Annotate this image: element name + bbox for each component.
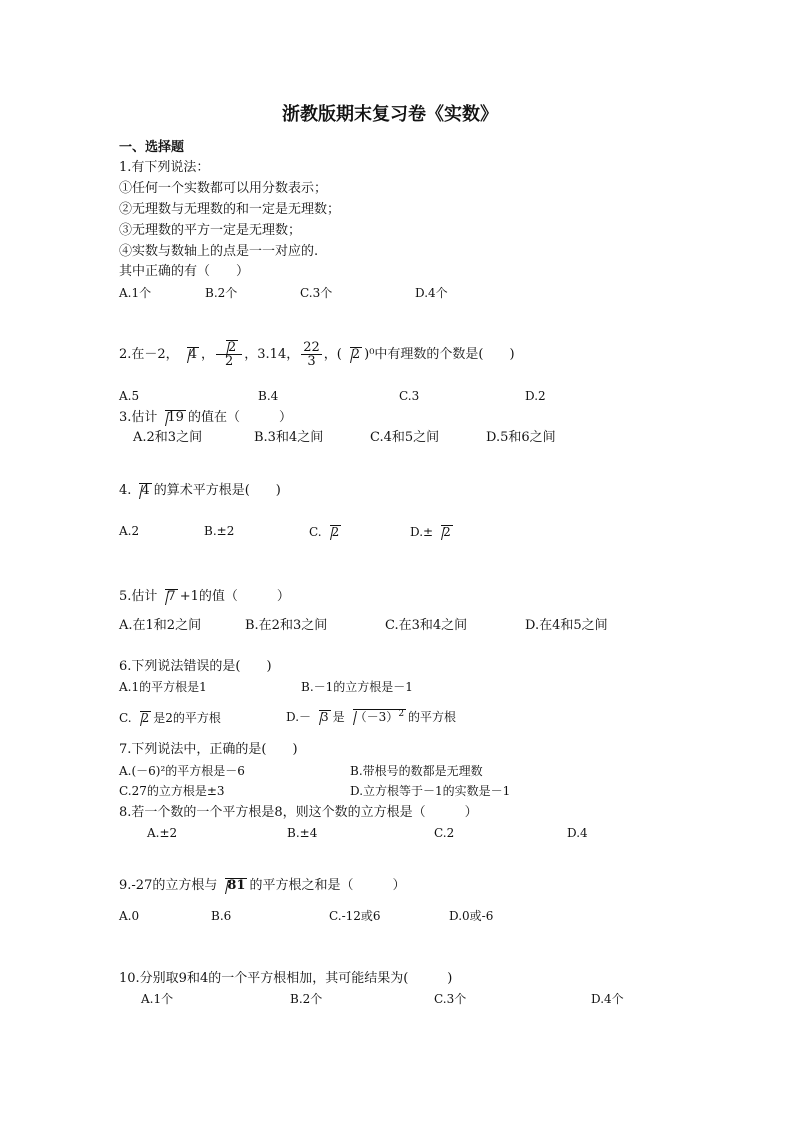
q6-option-d: D.－ 3 是 $(-3)^2$ 的平方根 [286,709,457,724]
q4-option-c-sqrt2: 2 [322,525,342,538]
page-title: 浙教版期末复习卷《实数》 [282,104,498,125]
q7-option-d: D.立方根等于－1的实数是－1 [350,784,511,798]
q10-option-c: C.3个 [434,992,467,1006]
q2-sqrt2: 2 [342,347,362,361]
q7-option-b: B.带根号的数都是无理数 [350,764,483,778]
q9-sqrt81: 81 [217,878,247,892]
q7-option-c: C.27的立方根是±3 [119,784,225,798]
q10-option-b: B.2个 [290,992,323,1006]
q7-option-a: A.(－6)²的平方根是－6 [119,764,245,778]
q3-option-b: B.3和4之间 [254,430,324,445]
q1-option-d: D.4个 [415,286,448,300]
q10-stem: 10.分别取9和4的一个平方根相加，其可能结果为( ) [119,971,453,986]
q5-option-d: D.在4和5之间 [525,618,608,633]
q6-stem: 6.下列说法错误的是( ) [119,659,272,674]
section-heading: 一、选择题 [119,140,185,155]
q6-option-d-sqrt3: 3 [311,710,331,723]
q1-statement-1: ①任何一个实数都可以用分数表示； [119,181,328,196]
q4-option-d-sqrt2: 2 [433,525,453,538]
q10-option-a: A.1个 [141,992,174,1006]
q2-stem [119,340,515,368]
q2-sqrt4: 4 [179,347,199,361]
q1-option-b: B.2个 [205,286,238,300]
q5-option-b: B.在2和3之间 [245,618,328,633]
q3-stem: 3.估计 19 的值在（ ） [119,410,292,425]
q3-option-a: A.2和3之间 [133,430,203,445]
q4-sqrt4: 4 [131,483,151,497]
q7-stem: 7.下列说法中，正确的是( ) [119,742,298,757]
q5-stem: 5.估计 7 +1的值（ ） [119,589,290,604]
q4-option-a: A.2 [119,524,140,538]
q1-option-c: C.3个 [300,286,333,300]
q8-option-d: D.4 [567,826,588,840]
q9-stem: 9.-27的立方根与 81 的平方根之和是（ ） [119,878,406,893]
q5-option-a: A.在1和2之间 [119,618,202,633]
q8-option-c: C.2 [434,826,455,840]
q6-option-a: A.1的平方根是1 [119,680,207,694]
q2-comma: ， [200,346,214,362]
q2-mid: ，3.14， [244,346,300,362]
q1-ask: 其中正确的有（ ） [119,264,250,279]
q2-option-d: D.2 [525,389,546,403]
q5-sqrt7: 7 [157,589,177,603]
q1-statement-3: ③无理数的平方一定是无理数； [119,223,302,238]
q9-option-c: C.-12或6 [329,909,381,923]
q5-option-c: C.在3和4之间 [385,618,468,633]
q6-option-d-sqrt-neg3-squared: $(-3)^2$ [345,709,406,723]
q6-option-c: C. 2 是2的平方根 [119,711,221,725]
q3-sqrt19: 19 [157,410,186,424]
q10-option-d: D.4个 [591,992,624,1006]
q2-prefix: 2.在－2， [119,346,179,362]
q1-statement-4: ④实数与数轴上的点是一一对应的. [119,244,319,259]
q1-option-a: A.1个 [119,286,152,300]
q9-option-a: A.0 [119,909,140,923]
q1-stem: 1.有下列说法： [119,160,210,175]
q2-fraction-22-over-3: $\frac{22}{3}$ [303,339,320,369]
q8-stem: 8.若一个数的一个平方根是8，则这个数的立方根是（ ） [119,805,478,820]
q4-option-b: B.±2 [204,524,235,538]
q6-option-c-sqrt2: 2 [132,711,152,724]
q2-option-a: A.5 [119,389,140,403]
q2-option-c: C.3 [399,389,420,403]
q1-statement-2: ②无理数与无理数的和一定是无理数； [119,202,341,217]
q8-option-b: B.±4 [287,826,318,840]
q6-option-b: B.－1的立方根是－1 [301,680,413,694]
q9-option-d: D.0或-6 [449,909,494,923]
q2-fraction-sqrt2-over-2: $\frac{2}{2}$ [216,340,242,368]
q2-comma2: ，( [323,346,342,362]
q4-option-d: D.± 2 [410,525,451,539]
q2-option-b: B.4 [258,389,279,403]
q4-option-c: C. 2 [309,525,340,539]
q2-suffix: )⁰中有理数的个数是( ) [364,346,515,362]
q9-option-b: B.6 [211,909,232,923]
q3-option-d: D.5和6之间 [486,430,556,445]
q4-stem: 4. 4 的算术平方根是( ) [119,483,281,498]
q3-option-c: C.4和5之间 [370,430,440,445]
q8-option-a: A.±2 [147,826,178,840]
